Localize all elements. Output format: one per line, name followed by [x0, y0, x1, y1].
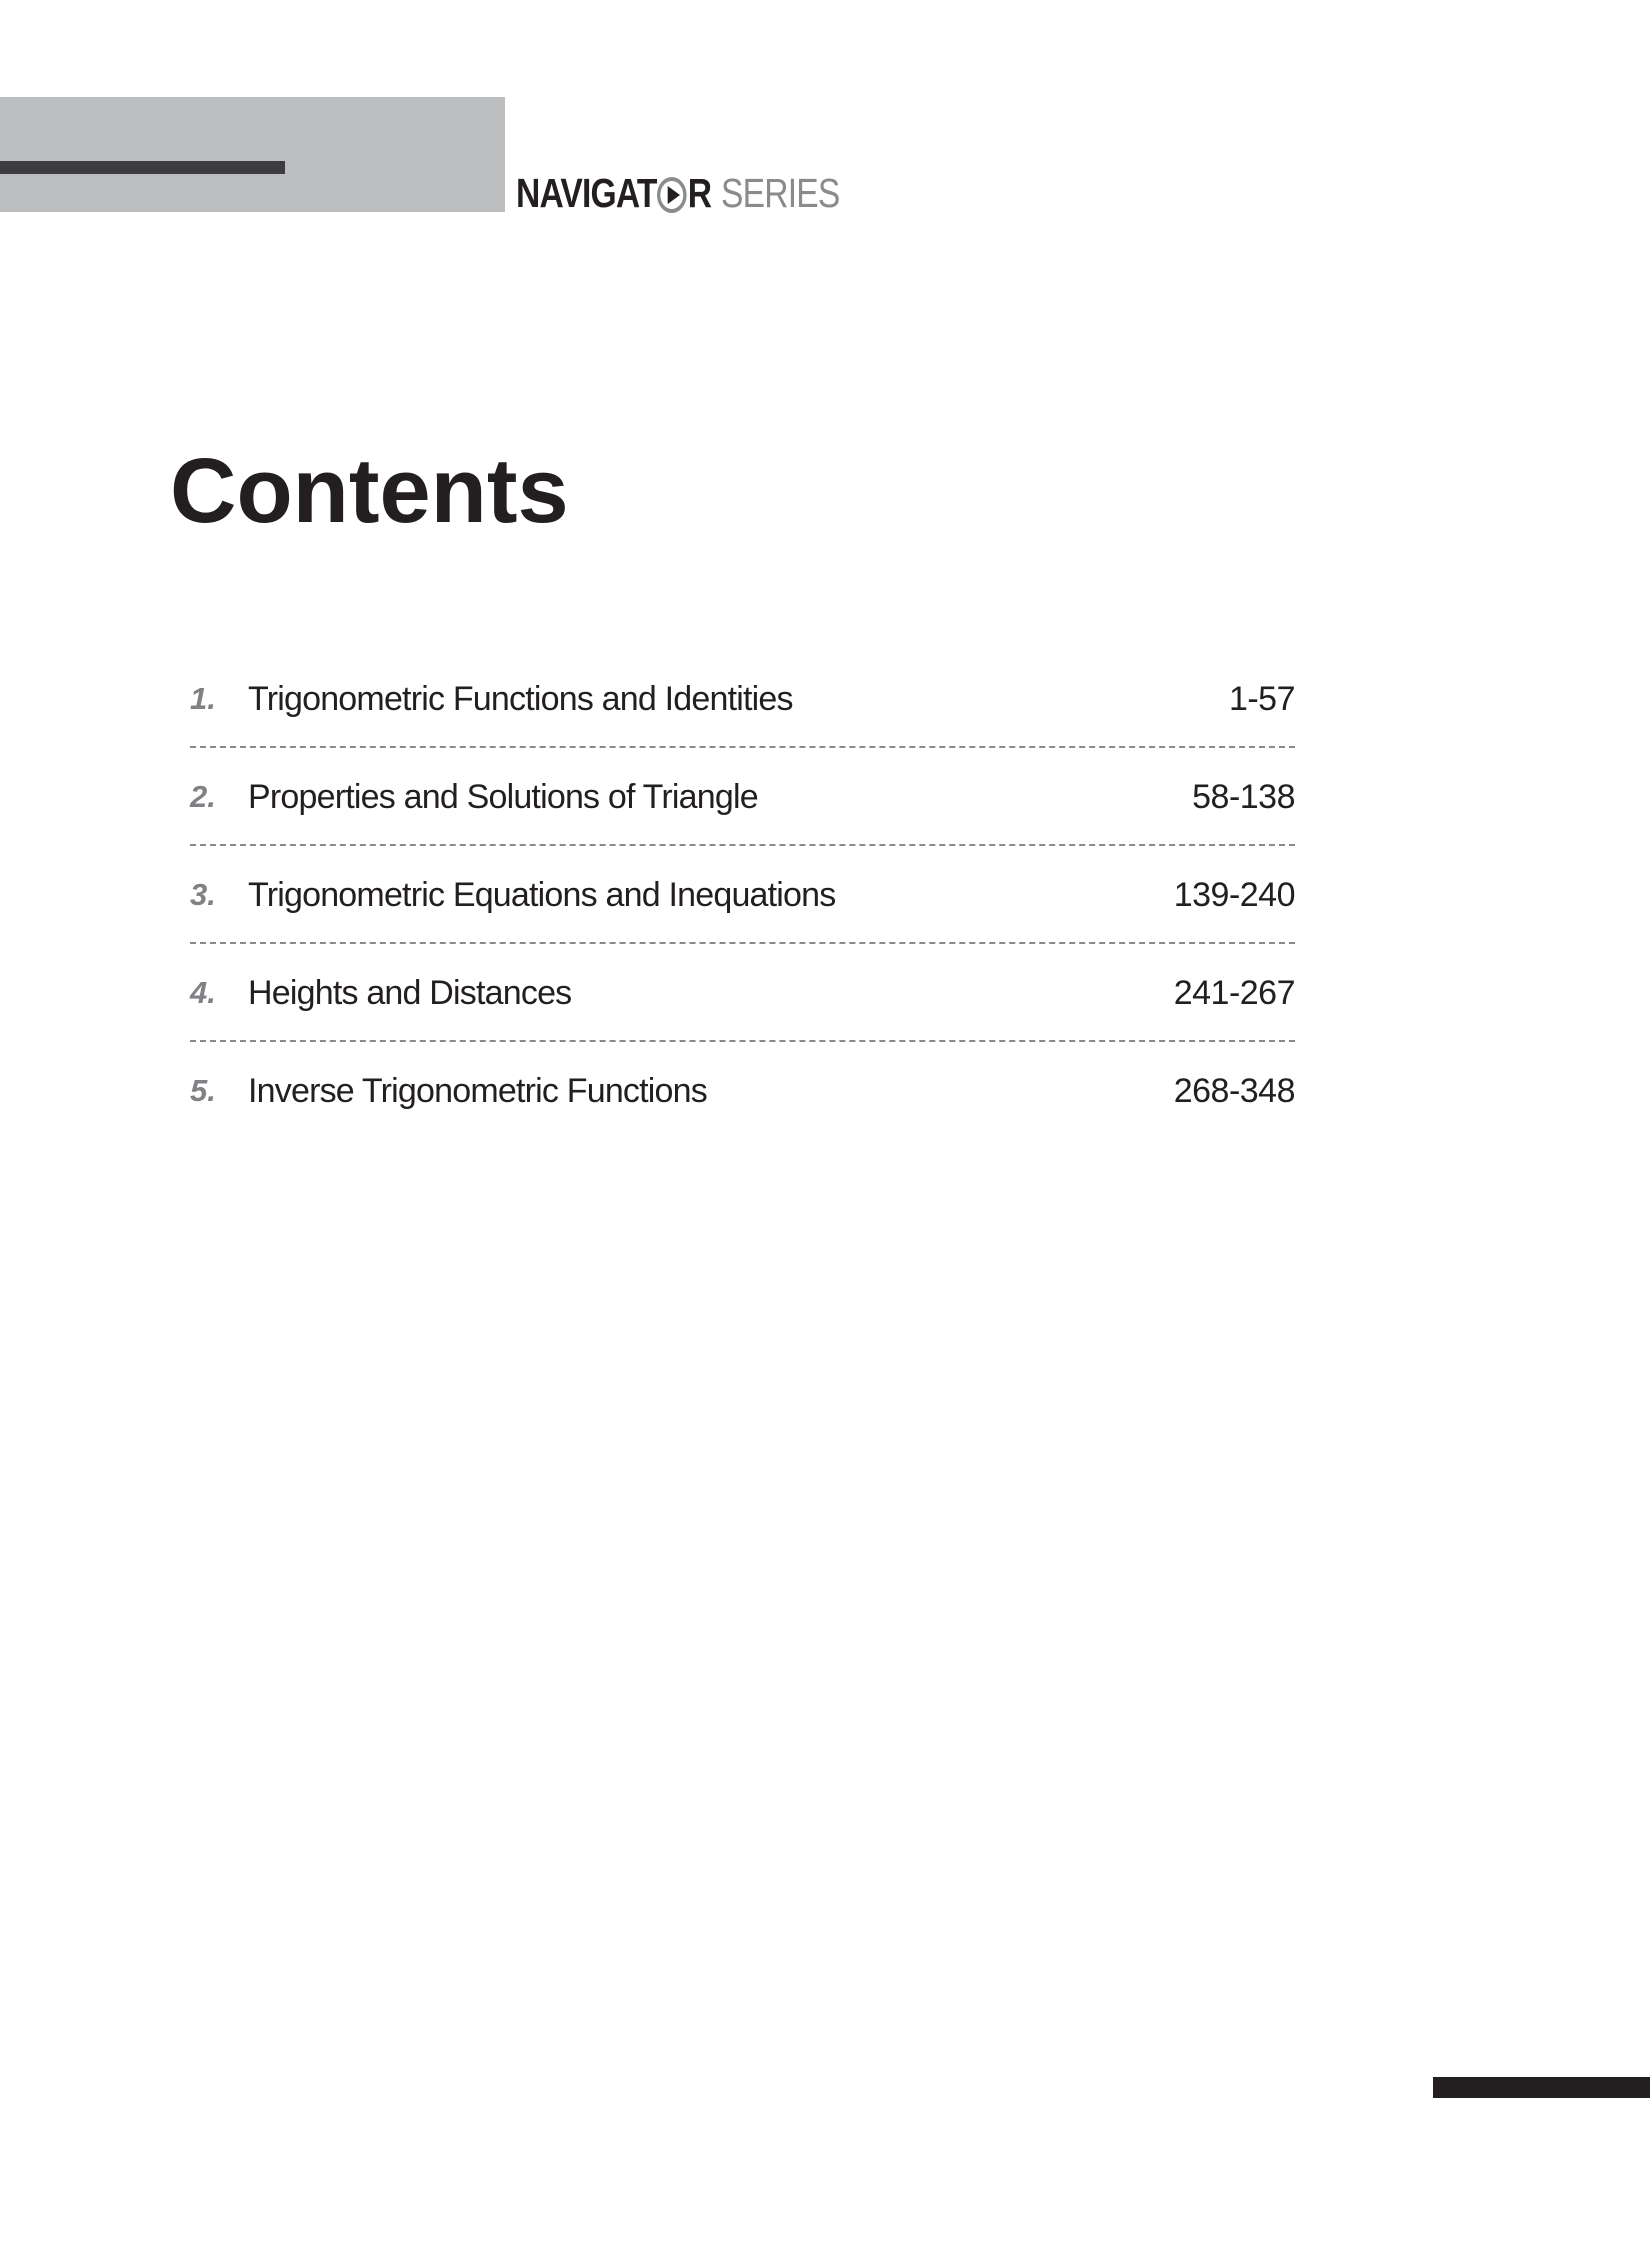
- brand-name-part1: NAVIGAT: [516, 169, 657, 216]
- toc-entry[interactable]: [190, 944, 1295, 1042]
- series-brand: [516, 166, 839, 220]
- brand-series-label: SERIES: [721, 169, 840, 216]
- chapter-title: Inverse Trigonometric Functions: [248, 1071, 707, 1110]
- chapter-number: 4.: [190, 975, 216, 1010]
- chapter-title: Trigonometric Functions and Identities: [248, 679, 793, 718]
- brand-name-part2: R: [687, 169, 712, 216]
- chapter-number: 1.: [190, 681, 216, 716]
- header-stripe: [0, 161, 285, 174]
- page-range: 241-267: [1173, 973, 1295, 1012]
- page-range: 268-348: [1173, 1071, 1295, 1110]
- header-band: [0, 97, 505, 212]
- chapter-number: 5.: [190, 1073, 216, 1108]
- toc-entry[interactable]: [190, 748, 1295, 846]
- footer-bar: [1433, 2077, 1650, 2098]
- page-title: Contents: [170, 440, 569, 542]
- chapter-title: Heights and Distances: [248, 973, 572, 1012]
- toc-entry[interactable]: [190, 650, 1295, 748]
- chapter-title: Trigonometric Equations and Inequations: [248, 875, 836, 914]
- chapter-title: Properties and Solutions of Triangle: [248, 777, 758, 816]
- chapter-number: 3.: [190, 877, 216, 912]
- play-circle-icon: [657, 176, 687, 212]
- table-of-contents: [190, 650, 1295, 1140]
- page-range: 58-138: [1192, 777, 1295, 816]
- page-range: 1-57: [1228, 679, 1295, 718]
- chapter-number: 2.: [190, 779, 216, 814]
- toc-entry[interactable]: [190, 846, 1295, 944]
- page-range: 139-240: [1173, 875, 1295, 914]
- toc-entry[interactable]: [190, 1042, 1295, 1140]
